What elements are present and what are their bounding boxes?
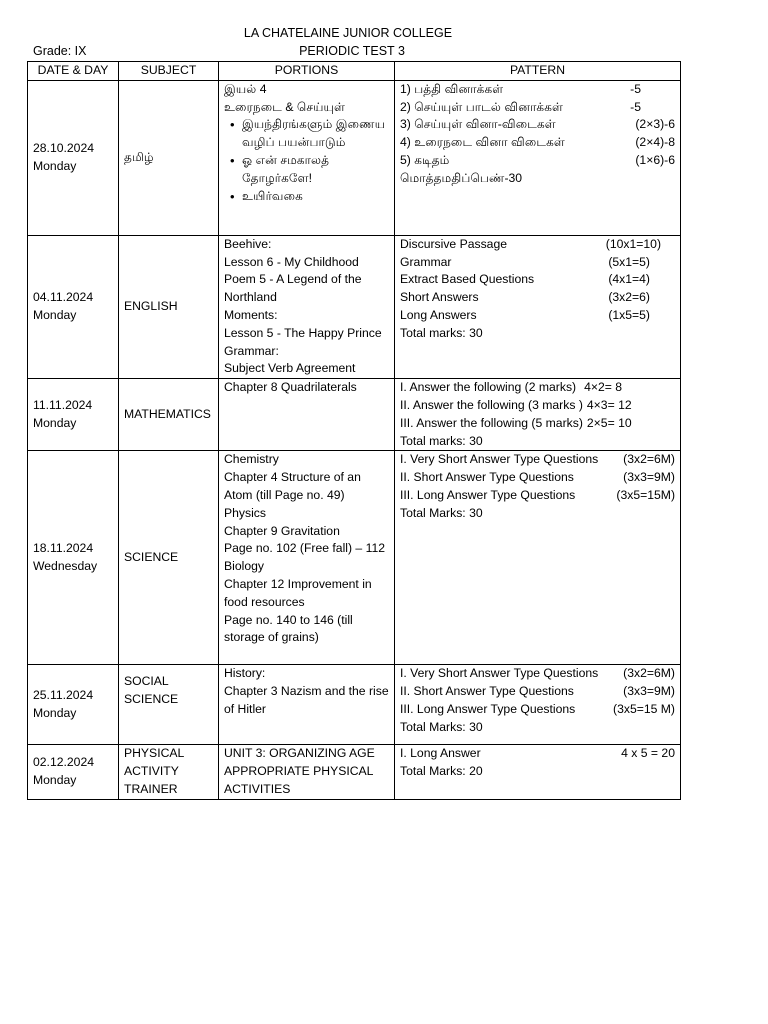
- table-row: [28, 235, 681, 378]
- date-cell: [28, 745, 119, 799]
- pattern-line: III. Answer the following (5 marks) 2×5= 10: [400, 415, 632, 430]
- date-cell: [28, 665, 119, 745]
- portion-line: Chapter 9 Gravitation: [224, 523, 340, 538]
- portion-line: Physics: [224, 505, 266, 520]
- portions-cell: [219, 745, 395, 799]
- column-header-subject: SUBJECT: [119, 62, 219, 81]
- pattern-line: Total Marks: 20: [400, 764, 483, 779]
- grade-label: Grade: IX: [33, 44, 87, 58]
- subject: SOCIAL: [124, 674, 169, 689]
- pattern-line: Total Marks: 30: [400, 719, 483, 734]
- date: 28.10.2024: [33, 141, 94, 155]
- table-row: [28, 451, 681, 665]
- subject-cell: [119, 451, 219, 665]
- subject: PHYSICAL: [124, 746, 185, 761]
- portion-line: Beehive:: [224, 236, 272, 251]
- pattern-line: Total marks: 30: [400, 325, 483, 340]
- test-title: PERIODIC TEST 3: [299, 44, 405, 58]
- date-cell: [28, 235, 119, 378]
- pattern-line: I. Very Short Answer Type Questions (3x2=6M): [400, 452, 675, 467]
- subject-cell: [119, 80, 219, 235]
- pattern-line: Total marks: 30: [400, 433, 483, 448]
- portions-cell: [219, 451, 395, 665]
- portion-line: Chemistry: [224, 452, 279, 467]
- date-cell: [28, 451, 119, 665]
- portion-line: History:: [224, 666, 266, 681]
- pattern-cell: [395, 745, 681, 799]
- pattern-line: III. Long Answer Type Questions (3x5=15M): [400, 487, 675, 502]
- subject-cell: [119, 745, 219, 799]
- column-header-portions: PORTIONS: [219, 62, 395, 81]
- portion-line: Biology: [224, 559, 264, 574]
- column-header-pattern: PATTERN: [395, 62, 681, 81]
- pattern-line: Long Answers (1x5=5): [400, 307, 650, 322]
- table-row: [28, 745, 681, 799]
- date: 25.11.2024: [33, 688, 94, 703]
- pattern-cell: [395, 80, 681, 235]
- portion-bullet: • உயிர்வகை: [236, 188, 389, 206]
- subject: ACTIVITY: [124, 764, 179, 779]
- pattern-cell: [395, 235, 681, 378]
- column-header-date: DATE & DAY: [28, 62, 119, 81]
- date: 02.12.2024: [33, 755, 94, 770]
- portions-cell: [219, 80, 395, 235]
- portions-cell: [219, 379, 395, 451]
- day: Monday: [33, 415, 77, 430]
- portion-line: UNIT 3: ORGANIZING AGE APPROPRIATE PHYSICAL ACTIVITIES: [224, 746, 375, 796]
- pattern-line: II. Short Answer Type Questions (3x3=9M): [400, 684, 675, 699]
- pattern-line: I. Answer the following (2 marks) 4×2= 8: [400, 380, 623, 395]
- portion-line: Page no. 102 (Free fall) – 112: [224, 541, 386, 556]
- portion-line: இயல் 4: [224, 81, 267, 96]
- day: Monday: [33, 158, 77, 173]
- pattern-line: Discursive Passage (10x1=10): [400, 236, 661, 251]
- pattern-cell: [395, 379, 681, 451]
- portion-line: Chapter 8 Quadrilaterals: [224, 380, 357, 395]
- portion-line: Subject Verb Agreement: [224, 361, 356, 376]
- portion-line: Lesson 6 - My Childhood: [224, 254, 359, 269]
- pattern-line: 2) செய்யுள் பாடல் வினாக்கள் -5: [400, 99, 641, 114]
- portion-line: Chapter 3 Nazism and the rise of Hitler: [224, 684, 389, 716]
- portion-line: Lesson 5 - The Happy Prince: [224, 325, 382, 340]
- pattern-cell: [395, 451, 681, 665]
- pattern-cell: [395, 665, 681, 745]
- subject: SCIENCE: [124, 549, 179, 564]
- portions-cell: [219, 235, 395, 378]
- portion-line: உரைநடை & செய்யுள்: [224, 99, 345, 114]
- pattern-line: Extract Based Questions (4x1=4): [400, 272, 650, 287]
- portion-bullet: • இயந்திரங்களும் இணைய வழிப் பயன்பாடும்: [236, 116, 389, 152]
- pattern-line: Total Marks: 30: [400, 505, 483, 520]
- day: Monday: [33, 705, 77, 720]
- subject-cell: [119, 665, 219, 745]
- pattern-line: III. Long Answer Type Questions (3x5=15 M): [400, 701, 675, 716]
- pattern-line: Grammar (5x1=5): [400, 254, 650, 269]
- portions-cell: [219, 665, 395, 745]
- pattern-line: 1) பத்தி வினாக்கள் -5: [400, 81, 641, 96]
- subject: MATHEMATICS: [124, 406, 211, 421]
- portion-bullet-list: [224, 116, 389, 205]
- subject: SCIENCE: [124, 692, 179, 707]
- pattern-line: II. Answer the following (3 marks ) 4×3= 12: [400, 397, 632, 412]
- portion-line: Chapter 4 Structure of an Atom (till Page no. 49): [224, 470, 361, 502]
- pattern-line: I. Very Short Answer Type Questions (3x2=6M): [400, 666, 675, 681]
- portion-line: Poem 5 - A Legend of the Northland: [224, 272, 362, 305]
- date-cell: [28, 379, 119, 451]
- pattern-line: 4) உரைநடை வினா விடைகள் (2×4)-8: [400, 135, 675, 150]
- table-row: [28, 379, 681, 451]
- portion-line: Page no. 140 to 146 (till storage of grains): [224, 612, 353, 645]
- date: 04.11.2024: [33, 290, 94, 305]
- subject: ENGLISH: [124, 299, 178, 314]
- date-cell: [28, 80, 119, 235]
- table-row: [28, 80, 681, 235]
- pattern-line: Short Answers (3x2=6): [400, 290, 650, 305]
- day: Monday: [33, 307, 77, 322]
- exam-schedule-table: [27, 61, 681, 800]
- date: 18.11.2024: [33, 541, 94, 556]
- day: Wednesday: [33, 558, 98, 573]
- portion-line: Moments:: [224, 307, 278, 322]
- subject-cell: [119, 379, 219, 451]
- table-row: [28, 665, 681, 745]
- pattern-line: I. Long Answer 4 x 5 = 20: [400, 746, 675, 761]
- subject: தமிழ்: [124, 149, 154, 164]
- table-header-row: [28, 62, 681, 81]
- portion-bullet: • ஓ என் சமகாலத் தோழர்களே!: [236, 152, 389, 188]
- college-name: LA CHATELAINE JUNIOR COLLEGE: [243, 26, 453, 40]
- portion-line: Grammar:: [224, 343, 279, 358]
- subject: TRAINER: [124, 781, 178, 796]
- date: 11.11.2024: [33, 397, 93, 412]
- subject-cell: [119, 235, 219, 378]
- portion-line: Chapter 12 Improvement in food resources: [224, 576, 372, 609]
- pattern-line: II. Short Answer Type Questions (3x3=9M): [400, 470, 675, 485]
- pattern-line: 3) செய்யுள் வினா-விடைகள் (2×3)-6: [400, 117, 675, 132]
- pattern-line: மொத்தமதிப்பெண்-30: [400, 170, 523, 185]
- day: Monday: [33, 773, 77, 788]
- pattern-line: 5) கடிதம் (1×6)-6: [400, 152, 675, 167]
